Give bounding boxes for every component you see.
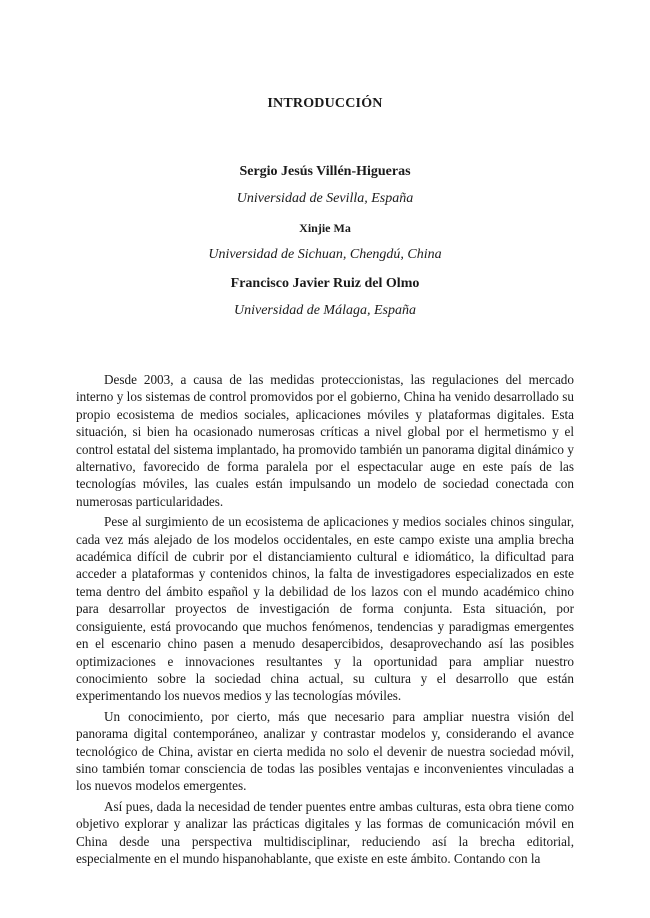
author-affiliation-3: Universidad de Málaga, España: [234, 303, 416, 318]
author-name-3: Francisco Javier Ruiz del Olmo: [230, 276, 420, 291]
paragraph-2: Pese al surgimiento de un ecosistema de aplicaciones y medios sociales chinos singular, cada vez más alejado de los modelos occidentales, en este campo existe una amplia brecha académica difícil de cubrir por el distanciamiento cultural e idiomático, la dificultad para acceder a plataformas y contenidos chinos, la falta de investigadores especializados en este tema dentro del ámbito español y la debilidad de los lazos con el mundo académico chino para desarrollar proyectos de investigación de forma conjunta. Esta situación, por consiguiente, está provocando que muchos fenómenos, tendencias y paradigmas emergentes en el escenario chino pasen a menudo desapercibidos, desaprovechando así las posibles optimizaciones e innovaciones resultantes y la oportunidad para ampliar nuestro conocimiento sobre la sociedad china actual, su cultura y el desarrollo que están experimentando los nuevos medios y las tecnologías móviles.: [76, 514, 574, 704]
page-title: INTRODUCCIÓN: [267, 96, 383, 111]
author-block: [0, 162, 650, 321]
author-name-2: Xinjie Ma: [299, 221, 351, 235]
paragraph-1: Desde 2003, a causa de las medidas proteccionistas, las regulaciones del mercado interno y los sistemas de control promovidos por el gobierno, China ha venido desarrollado su propio ecosistema de medios sociales, aplicaciones móviles y plataformas digitales. Esta situación, si bien ha ocasionado numerosas críticas a nivel global por el hermetismo y el control estatal del sistema implantado, ha promovido también un panorama digital dinámico y alternativo, favorecido de forma paralela por el espectacular auge en este país de las tecnologías móviles, las cuales están impulsando un modelo de sociedad conectada con numerosas particularidades.: [76, 372, 574, 509]
author-affiliation-2: Universidad de Sichuan, Chengdú, China: [208, 247, 442, 262]
body-text: [76, 371, 574, 870]
author-name-1: Sergio Jesús Villén-Higueras: [239, 164, 411, 179]
paragraph-3: Un conocimiento, por cierto, más que necesario para ampliar nuestra visión del panorama digital contemporáneo, analizar y contrastar modelos y, considerando el avance tecnológico de China, avistar en cierta medida no solo el devenir de nuestra sociedad móvil, sino también tomar consciencia de todas las posibles ventajas e inconvenientes vinculadas a los nuevos modelos emergentes.: [76, 708, 574, 794]
author-affiliation-1: Universidad de Sevilla, España: [236, 191, 414, 206]
paragraph-4: Así pues, dada la necesidad de tender puentes entre ambas culturas, esta obra tiene como objetivo explorar y analizar las prácticas digitales y las formas de comunicación móvil en China desde una perspectiva multidisciplinar, reduciendo así la brecha editorial, especialmente en el mundo hispanohablante, que existe en este ámbito. Contando con la: [76, 798, 574, 866]
